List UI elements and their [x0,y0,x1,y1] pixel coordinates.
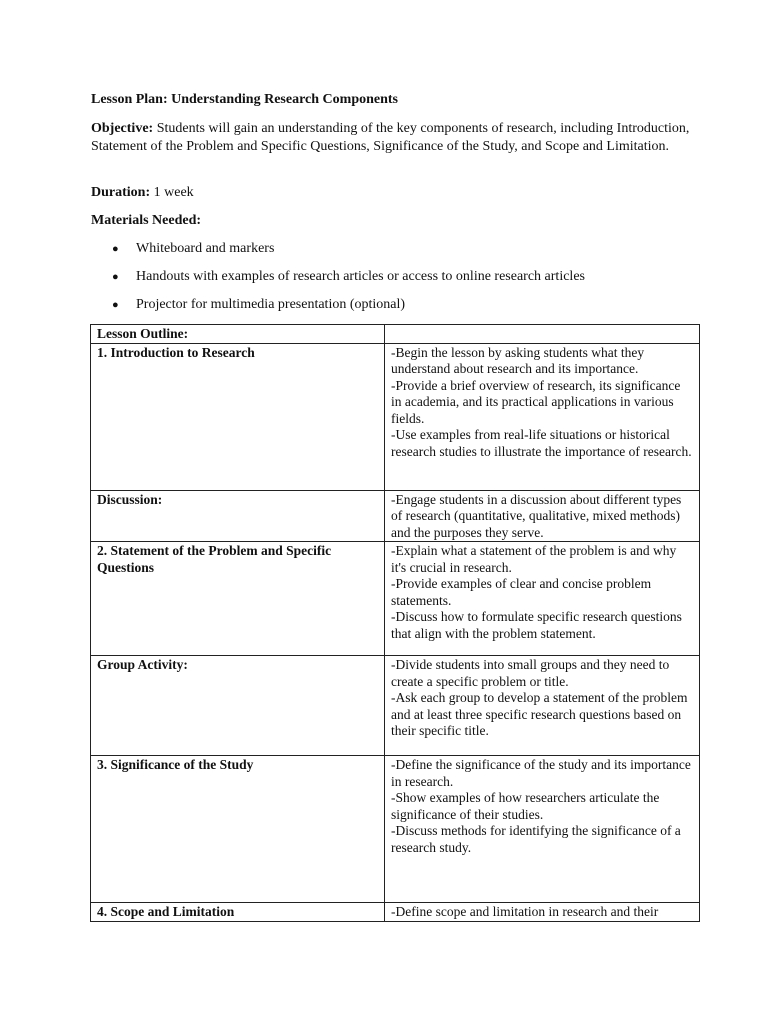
table-header-empty-cell [385,325,700,344]
objective-label: Objective: [91,121,154,136]
description-line: -Explain what a statement of the problem is and why it's crucial in research. [391,543,677,575]
row-description [385,542,700,656]
description-line: -Define the significance of the study and its importance in research. [391,757,691,789]
objective-paragraph [91,120,691,156]
row-description [385,656,700,756]
materials-list-item [112,268,585,296]
table-row [91,903,700,922]
table-row [91,490,700,542]
row-title: Discussion: [91,490,385,542]
description-line: -Show examples of how researchers articulate the significance of their studies. [391,790,660,822]
materials-list [112,240,585,324]
row-description [385,756,700,903]
description-line: -Engage students in a discussion about different types of research (quantitative, qualitative, mixed methods) and the purposes they serve. [391,491,682,540]
description-line: -Define scope and limitation in research and their [391,904,659,919]
materials-list-item [112,296,585,324]
row-title: 3. Significance of the Study [91,756,385,903]
row-description [385,343,700,490]
description-line: -Provide a brief overview of research, its significance in academia, and its practical applications in various fields. [391,377,681,426]
description-line: -Divide students into small groups and they need to create a specific problem or title. [391,657,670,689]
materials-item-text: Handouts with examples of research articles or access to online research articles [136,269,585,284]
table-row [91,656,700,756]
description-line: -Discuss how to formulate specific research questions that align with the problem statement. [391,609,682,641]
duration-label: Duration: [91,185,151,200]
bullet-icon: ● [112,243,119,255]
description-line: -Ask each group to develop a statement of the problem and at least three specific research questions based on their specific title. [391,690,688,738]
row-title: 4. Scope and Limitation [91,903,385,922]
materials-item-text: Whiteboard and markers [136,241,275,256]
description-line: -Provide examples of clear and concise problem statements. [391,576,652,608]
description-line: -Discuss methods for identifying the significance of a research study. [391,823,681,855]
table-row [91,343,700,490]
materials-item-text: Projector for multimedia presentation (optional) [136,297,406,312]
document-title: Lesson Plan: Understanding Research Components [91,92,398,107]
table-header-row [91,325,700,344]
objective-text: Students will gain an understanding of the key components of research, including Introduction, Statement of the Problem and Specific Questions, Significance of the Study, and Scope and Limitation. [91,121,690,154]
row-description [385,490,700,542]
description-line: -Use examples from real-life situations or historical research studies to illustrate the importance of research. [391,427,692,459]
lesson-outline-table [90,324,700,922]
materials-heading: Materials Needed: [91,213,202,228]
duration-paragraph [91,184,691,202]
row-title: 1. Introduction to Research [91,343,385,490]
description-line: -Begin the lesson by asking students what they understand about research and its importance. [391,344,645,376]
row-title: 2. Statement of the Problem and Specific Questions [91,542,385,656]
materials-list-item [112,240,585,268]
table-row [91,542,700,656]
table-header-cell: Lesson Outline: [91,325,385,344]
table-row [91,756,700,903]
bullet-icon: ● [112,299,119,311]
row-title: Group Activity: [91,656,385,756]
bullet-icon: ● [112,271,119,283]
row-description [385,903,700,922]
duration-text: 1 week [150,185,194,200]
